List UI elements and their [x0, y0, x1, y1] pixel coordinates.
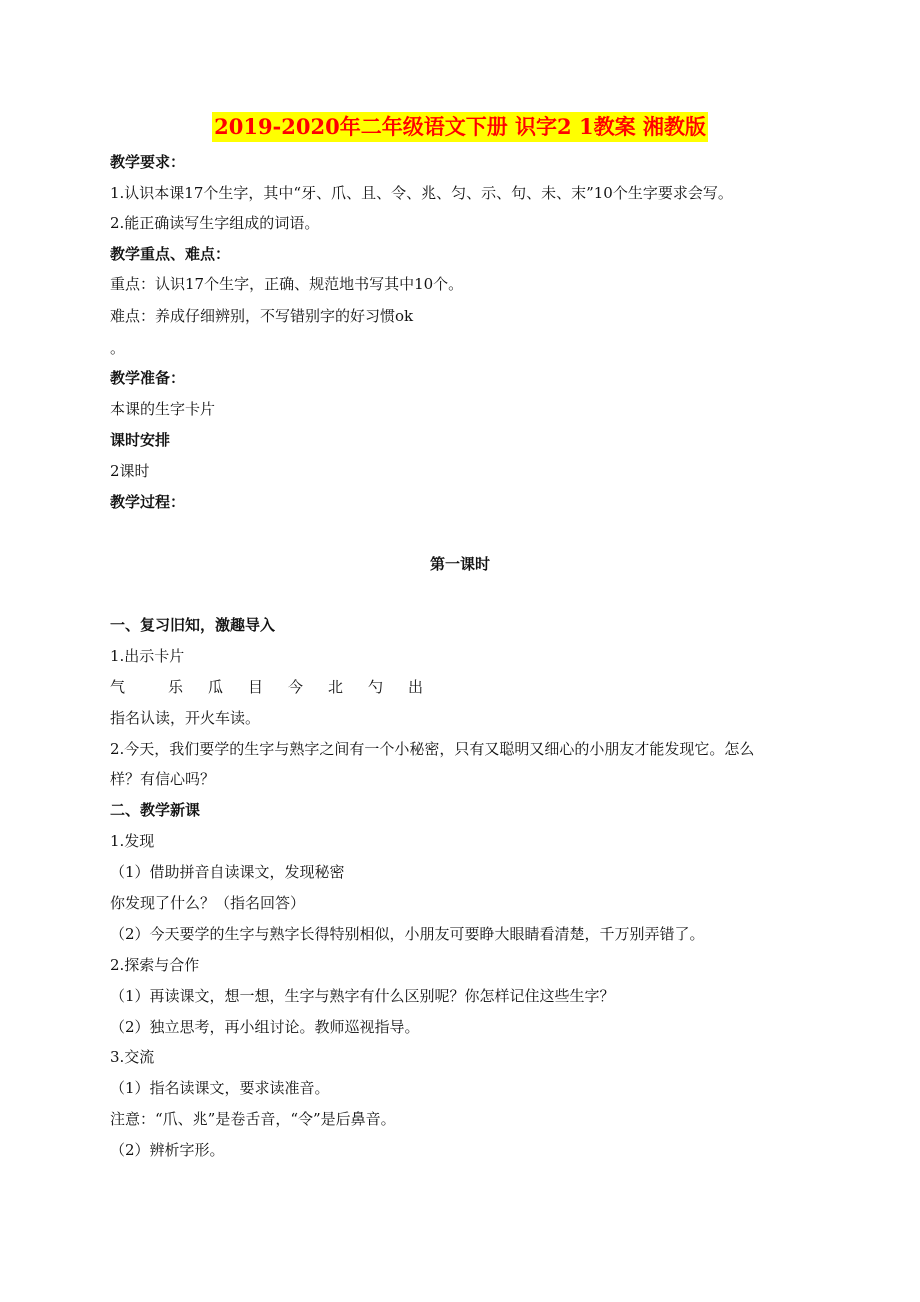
step-1-item-2: 2.今天，我们要学的生字与熟字之间有一个小秘密，只有又聪明又细心的小朋友才能发现它。怎么	[110, 740, 755, 758]
section-heading-process: 教学过程：	[110, 493, 186, 511]
step-1-instruction: 指名认读，开火车读。	[110, 709, 261, 727]
key-point: 重点：认识17个生字，正确、规范地书写其中10个。	[110, 275, 464, 293]
card-char: 目	[248, 678, 264, 696]
exchange-item-2: （2）辨析字形。	[110, 1141, 225, 1159]
section-heading-requirements: 教学要求：	[110, 153, 186, 171]
card-char: 出	[408, 678, 424, 696]
discover-item-2: （2）今天要学的生字与熟字长得特别相似，小朋友可要睁大眼睛看清楚，千万别弄错了。	[110, 925, 705, 943]
requirement-2: 2.能正确读写生字组成的词语。	[110, 214, 320, 232]
step-1-item-2-cont: 样？有信心吗？	[110, 770, 216, 788]
card-char: 勺	[368, 678, 384, 696]
explore-heading: 2.探索与合作	[110, 956, 200, 974]
discover-item-1: （1）借助拼音自读课文，发现秘密	[110, 863, 345, 881]
discover-question: 你发现了什么？（指名回答）	[110, 894, 306, 912]
character-cards-row	[110, 676, 510, 698]
step-2-heading: 二、教学新课	[110, 801, 201, 819]
card-char: 瓜	[208, 678, 224, 696]
discover-heading: 1.发现	[110, 832, 155, 850]
difficult-point: 难点：养成仔细辨别，不写错别字的好习惯ok	[110, 307, 414, 325]
section-heading-preparation: 教学准备：	[110, 369, 186, 387]
lesson-heading: 第一课时	[429, 555, 490, 573]
card-char: 北	[328, 678, 344, 696]
section-heading-schedule: 课时安排	[110, 431, 171, 449]
step-1-heading: 一、复习旧知，激趣导入	[110, 616, 276, 634]
exchange-note: 注意：“爪、兆”是卷舌音，“令”是后鼻音。	[110, 1110, 396, 1128]
exchange-item-1: （1）指名读课文，要求读准音。	[110, 1079, 330, 1097]
explore-item-1: （1）再读课文，想一想，生字与熟字有什么区别呢？你怎样记住这些生字？	[110, 987, 615, 1005]
period-mark: 。	[110, 339, 126, 357]
schedule-text: 2课时	[110, 462, 150, 480]
step-1-item-1: 1.出示卡片	[110, 647, 185, 665]
explore-item-2: （2）独立思考，再小组讨论。教师巡视指导。	[110, 1018, 420, 1036]
requirement-1: 1.认识本课17个生字，其中“牙、爪、且、令、兆、匀、示、句、未、末”10个生字要求会写。	[110, 184, 733, 202]
exchange-heading: 3.交流	[110, 1048, 155, 1066]
preparation-text: 本课的生字卡片	[110, 400, 216, 418]
card-char: 乐	[168, 678, 184, 696]
document-title: 2019-2020年二年级语文下册 识字2 1教案 湘教版	[212, 112, 708, 142]
section-heading-key-points: 教学重点、难点：	[110, 245, 231, 263]
card-char: 今	[288, 678, 304, 696]
title-container	[0, 112, 920, 142]
card-char: 气	[110, 678, 126, 696]
